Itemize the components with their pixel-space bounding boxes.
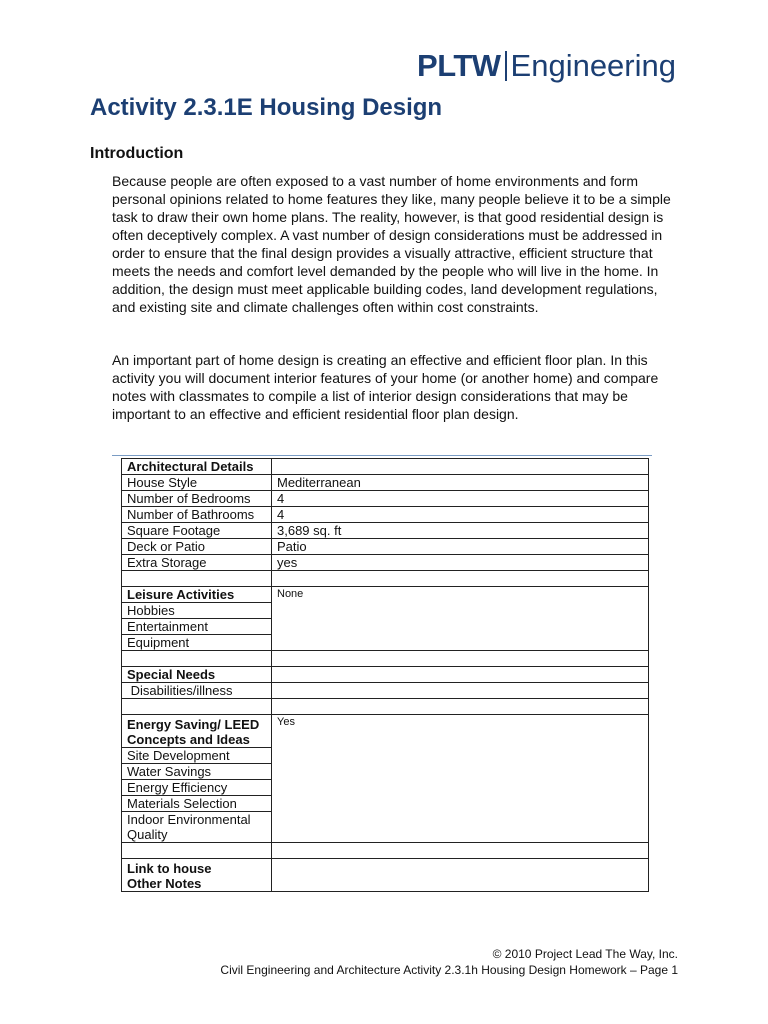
deck-patio-label: Deck or Patio [122, 539, 272, 555]
energy-value[interactable]: Yes [272, 715, 649, 843]
intro-paragraph-2: An important part of home design is creating an effective and efficient floor plan. In this activity you will document interior features of your home (or another home) and compare notes with classmates to compile a list of interior design considerations that may be important to an effective and efficient residential floor plan design. [112, 352, 659, 422]
logo-product: Engineering [510, 48, 676, 83]
introduction-heading: Introduction [90, 145, 184, 162]
house-style-label: House Style [122, 475, 272, 491]
spacer-cell [272, 699, 649, 715]
table-top-rule [112, 455, 652, 456]
entertainment-label: Entertainment [122, 619, 272, 635]
extra-storage-value[interactable]: yes [272, 555, 649, 571]
spacer-row [122, 699, 649, 715]
hobbies-label: Hobbies [122, 603, 272, 619]
table-row [122, 491, 649, 507]
footer-copyright: © 2010 Project Lead The Way, Inc. [492, 947, 678, 961]
table-row [122, 475, 649, 491]
spacer-cell [122, 571, 272, 587]
table-row [122, 459, 649, 475]
table-row [122, 539, 649, 555]
page-title: Activity 2.3.1E Housing Design [90, 94, 443, 121]
spacer-cell [272, 571, 649, 587]
leisure-value[interactable]: None [272, 587, 649, 651]
table-row [122, 859, 649, 892]
spacer-cell [272, 651, 649, 667]
value-cell[interactable] [272, 683, 649, 699]
spacer-cell [122, 843, 272, 859]
intro-paragraph-1: Because people are often exposed to a vast number of home environments and form personal opinions related to home features they like, many people believe it to be a simple task to draw their own home plans. The reality, however, is that good residential design is often deceptively complex. A vast number of design considerations must be addressed in order to ensure that the final design provides a visually attractive, efficient structure that meets the needs and comfort level demanded by the people who will live in the home. In addition, the design must meet applicable building codes, land development regulations, and existing site and climate challenges often within cost constraints. [112, 173, 671, 315]
equipment-label: Equipment [122, 635, 272, 651]
bedrooms-value[interactable]: 4 [272, 491, 649, 507]
table-row [122, 715, 649, 748]
architectural-details-heading: Architectural Details [122, 459, 272, 475]
spacer-cell [272, 843, 649, 859]
square-footage-label: Square Footage [122, 523, 272, 539]
house-style-value[interactable]: Mediterranean [272, 475, 649, 491]
leisure-activities-heading: Leisure Activities [122, 587, 272, 603]
water-savings-label: Water Savings [122, 764, 272, 780]
energy-efficiency-label: Energy Efficiency [122, 780, 272, 796]
table-row [122, 667, 649, 683]
table-row [122, 523, 649, 539]
materials-selection-label: Materials Selection [122, 796, 272, 812]
square-footage-value[interactable]: 3,689 sq. ft [272, 523, 649, 539]
bathrooms-value[interactable]: 4 [272, 507, 649, 523]
energy-saving-heading: Energy Saving/ LEED Concepts and Ideas [122, 715, 272, 748]
notes-value[interactable] [272, 859, 649, 892]
footer-course-line: Civil Engineering and Architecture Activity 2.3.1h Housing Design Homework – Page 1 [220, 963, 678, 977]
site-development-label: Site Development [122, 748, 272, 764]
table-row [122, 555, 649, 571]
spacer-cell [122, 651, 272, 667]
bedrooms-label: Number of Bedrooms [122, 491, 272, 507]
spacer-row [122, 571, 649, 587]
bathrooms-label: Number of Bathrooms [122, 507, 272, 523]
table-row [122, 683, 649, 699]
table-row [122, 587, 649, 603]
special-needs-heading: Special Needs [122, 667, 272, 683]
disabilities-label: Disabilities/illness [122, 683, 272, 699]
housing-details-table [121, 458, 649, 892]
spacer-cell [122, 699, 272, 715]
spacer-row [122, 651, 649, 667]
pltw-engineering-logo [417, 46, 676, 86]
value-cell[interactable] [272, 459, 649, 475]
extra-storage-label: Extra Storage [122, 555, 272, 571]
deck-patio-value[interactable]: Patio [272, 539, 649, 555]
spacer-row [122, 843, 649, 859]
logo-divider [505, 51, 507, 81]
other-notes-heading: Link to house Other Notes [122, 859, 272, 892]
table-row [122, 507, 649, 523]
logo-brand: PLTW [417, 48, 501, 83]
indoor-environmental-label: Indoor Environmental Quality [122, 812, 272, 843]
value-cell[interactable] [272, 667, 649, 683]
